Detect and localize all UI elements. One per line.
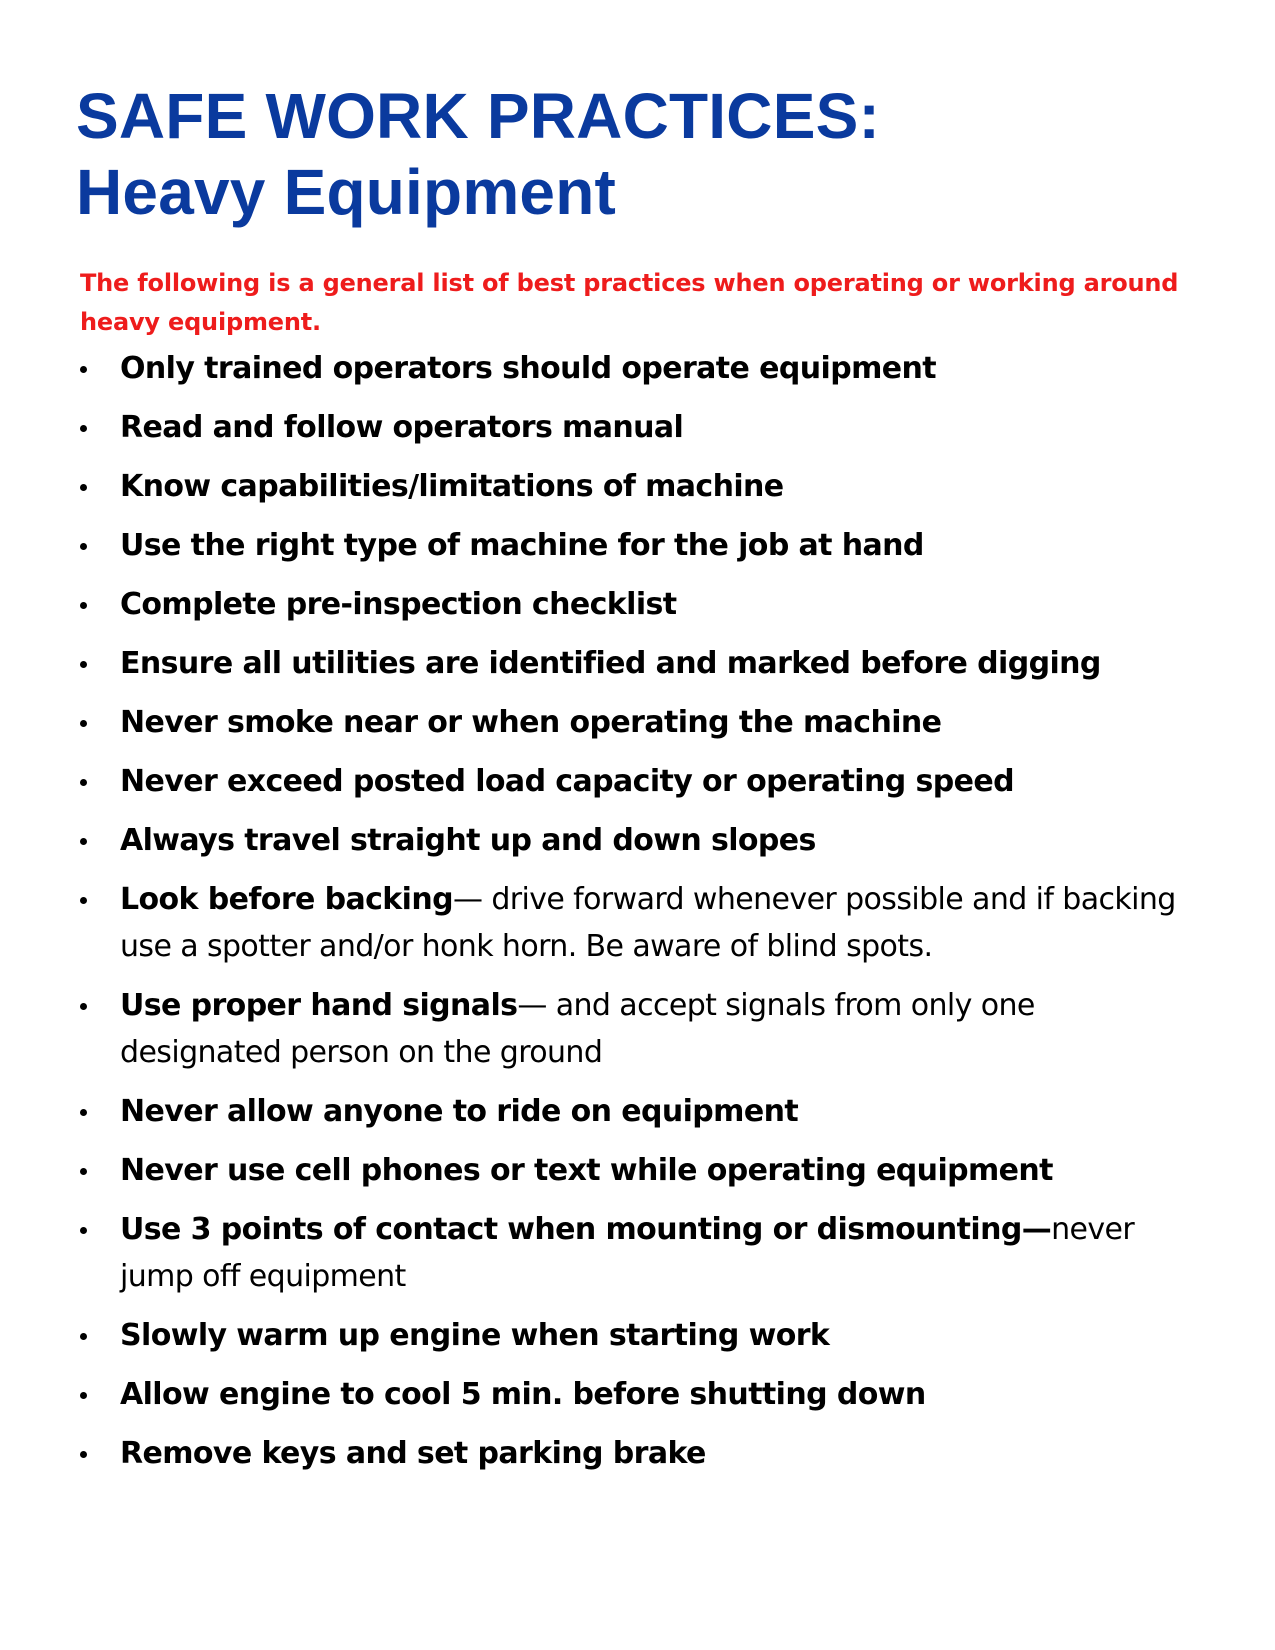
bullet-icon [80,1333,87,1340]
list-item [80,463,1200,510]
item-bold-text: Complete pre-inspection checklist [120,587,677,622]
list-item [80,640,1200,687]
list-item [80,817,1200,864]
title-line-2: Heavy Equipment [76,156,617,228]
item-bold-text: Never smoke near or when operating the machine [120,705,942,740]
list-item [80,699,1200,746]
item-bold-text: Know capabilities/limitations of machine [120,469,784,504]
item-detail-text: — drive forward whenever possible and if backing use a spotter and/or honk horn. Be aware of blind spots. [120,882,1176,964]
item-bold-text: Always travel straight up and down slopes [120,823,816,858]
item-bold-text: Remove keys and set parking brake [120,1436,706,1471]
list-item-text [120,463,1200,510]
bullet-icon [80,1003,87,1010]
item-detail-text: never jump off equipment [120,1212,1135,1294]
list-item-text [120,522,1200,569]
bullet-icon [80,1227,87,1234]
list-item [80,1371,1200,1418]
item-bold-text: Read and follow operators manual [120,410,684,445]
list-item-text [120,581,1200,628]
item-bold-text: Ensure all utilities are identified and marked before digging [120,646,1101,681]
list-item [80,982,1200,1076]
bullet-icon [80,543,87,550]
bullet-icon [80,661,87,668]
item-bold-text: Look before backing [120,882,453,917]
bullet-icon [80,1392,87,1399]
list-item-text [120,758,1200,805]
bullet-icon [80,484,87,491]
bullet-icon [80,366,87,373]
item-detail-text: — and accept signals from only one designated person on the ground [120,988,1035,1070]
item-bold-text: Use proper hand signals [120,988,518,1023]
bullet-icon [80,1168,87,1175]
list-item [80,1206,1200,1300]
intro-text: The following is a general list of best practices when operating or working around heavy equipment. [80,269,1179,336]
title-line-1: SAFE WORK PRACTICES: [76,80,880,152]
list-item-text [120,699,1200,746]
bullet-icon [80,897,87,904]
list-item-text [120,1312,1200,1359]
list-item-text [120,982,1200,1076]
bullet-icon [80,602,87,609]
list-item [80,404,1200,451]
item-bold-text: Never allow anyone to ride on equipment [120,1094,799,1129]
list-item-text [120,876,1200,970]
list-item-text [120,1088,1200,1135]
list-item-text [120,640,1200,687]
list-item [80,1147,1200,1194]
list-item [80,522,1200,569]
list-item [80,1430,1200,1477]
list-item [80,758,1200,805]
list-item-text [120,404,1200,451]
list-item [80,876,1200,970]
list-item [80,581,1200,628]
item-bold-text: Use 3 points of contact when mounting or dismounting— [120,1212,1052,1247]
bullet-icon [80,1109,87,1116]
list-item [80,1088,1200,1135]
item-bold-text: Never use cell phones or text while operating equipment [120,1153,1053,1188]
list-item-text [120,345,1200,392]
list-item-text [120,1147,1200,1194]
item-bold-text: Only trained operators should operate equipment [120,351,936,386]
item-bold-text: Slowly warm up engine when starting work [120,1318,830,1353]
list-item [80,1312,1200,1359]
bullet-icon [80,779,87,786]
item-bold-text: Use the right type of machine for the job at hand [120,528,924,563]
bullet-icon [80,1451,87,1458]
item-bold-text: Never exceed posted load capacity or operating speed [120,764,1014,799]
list-item-text [120,817,1200,864]
bullet-icon [80,720,87,727]
item-bold-text: Allow engine to cool 5 min. before shutting down [120,1377,926,1412]
list-item [80,345,1200,392]
list-item-text [120,1430,1200,1477]
list-item-text [120,1371,1200,1418]
bullet-icon [80,838,87,845]
list-item-text [120,1206,1200,1300]
bullet-icon [80,425,87,432]
